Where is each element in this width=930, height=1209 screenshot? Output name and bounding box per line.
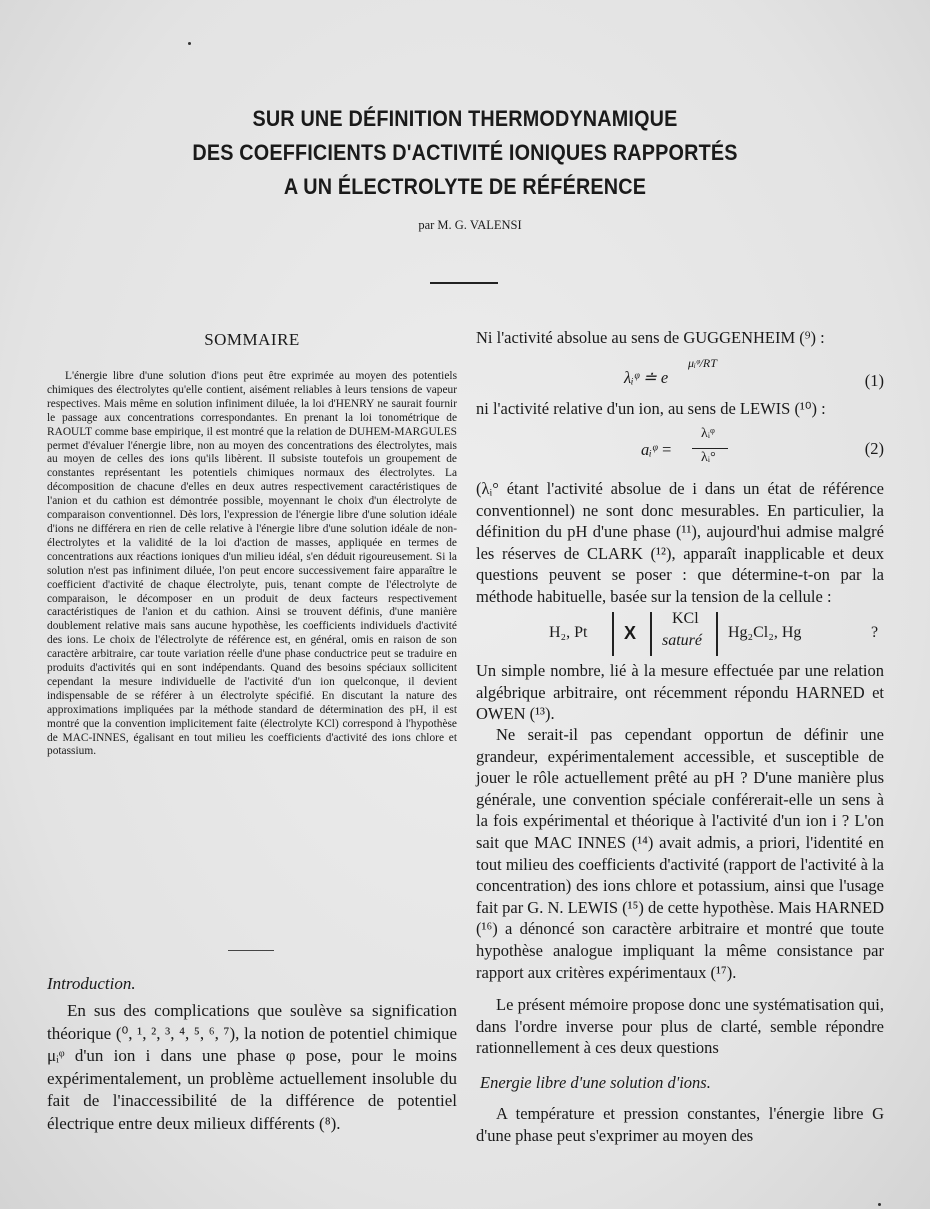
title-line-1: SUR UNE DÉFINITION THERMODYNAMIQUE [252, 106, 678, 131]
paragraph-harned-owen: Un simple nombre, lié à la mesure effectuée par une relation algébrique arbitraire, ont récemment répondu HARNED et OWEN (¹³). [476, 661, 884, 724]
cell-junction-3 [716, 612, 718, 656]
left-column [47, 330, 457, 759]
cell-saturated: saturé [662, 632, 702, 649]
equation-2 [476, 426, 884, 472]
equation-1-number: (1) [864, 371, 884, 390]
author-line: par M. G. VALENSI [418, 218, 522, 232]
cell-kcl: KCl [672, 610, 699, 627]
paragraph-energie-libre: A température et pression constantes, l'énergie libre G d'une phase peut s'exprimer au moyen des [476, 1104, 884, 1145]
paragraph-ph-definition: (λᵢ° étant l'activité absolue de i dans un état de référence conventionnel) ne sont donc mesurables. En particulier, la définition du pH d'une phase (¹¹), aujourd'hui admise malgré les réserves de CLARK (¹²), apparaît inapplicable et deux questions peuvent se poser : que détermine-t-on par la méthode habituelle, basée sur la tension de la cellule : [476, 479, 884, 606]
introduction-heading: Introduction. [47, 974, 136, 993]
cell-question-mark: ? [871, 624, 879, 641]
fraction-bar [692, 448, 728, 449]
section-heading-energie: Energie libre d'une solution d'ions. [480, 1073, 711, 1092]
equation-1-lhs: λᵢᵠ ≐ e [624, 368, 669, 387]
sommaire-heading: SOMMAIRE [204, 330, 300, 349]
paragraph-lewis: ni l'activité relative d'un ion, au sens de LEWIS (¹⁰) : [476, 399, 826, 418]
paragraph-guggenheim: Ni l'activité absolue au sens de GUGGENHEIM (⁹) : [476, 328, 825, 347]
introduction-text: En sus des complications que soulève sa signification théorique (⁰, ¹, ², ³, ⁴, ⁵, ⁶, ⁷), la notion de potentiel chimique μᵢᵠ d'un ion i dans une phase φ pose, pour le moins expérimentalement, un problème actuellement insoluble du fait de l'inaccessibilité de la différence de potentiel électrique entre deux milieux différents (⁸). [47, 1001, 457, 1133]
cell-junction-2 [650, 612, 652, 656]
scan-speck [878, 1203, 881, 1206]
title-line-2: DES COEFFICIENTS D'ACTIVITÉ IONIQUES RAPPORTÉS [192, 140, 738, 165]
cell-left-electrode: H₂, Pt [549, 624, 588, 641]
equation-2-number: (2) [864, 439, 884, 458]
cell-junction-1 [612, 612, 614, 656]
sommaire-text: L'énergie libre d'une solution d'ions peut être exprimée au moyen des potentiels chimiques des électrolytes qu'elle contient, aisément reliables à leurs tensions de vapeur respectives. Mais même en solution infiniment diluée, la loi d'HENRY ne saurait fournir le passage aux concentrations correspondantes. En prenant la loi tonométrique de RAOULT comme base empirique, il est montré que la relation de DUHEM-MARGULES permet d'évaluer l'énergie libre, non au moyen des concentrations des électrolytes, mais au moyen de celles des ions qu'ils libèrent. Il subsiste toutefois un groupement de constantes représentant les potentiels chimiques normaux des électrolytes. La décomposition de chacune d'elles en deux autres respectivement caractéristiques de l'anion et du cathion est démontrée possible, moyennant le choix d'un électrolyte de comparaison conventionnel. Dès lors, l'expression de l'énergie libre d'une solution idéale d'ions ne différera en rien de celle relative à l'énergie libre d'une solution idéale de non-électrolytes et la validité de la loi d'action de masses, appliquée en termes de concentrations aux réactions ioniques d'un milieu idéal, s'en déduit rigoureusement. Si la solution n'est pas infiniment diluée, l'on peut encore successivement faire apparaître le coefficient d'activité de chaque électrolyte, puis, tenant compte de l'électrolyte de comparaison, le décomposer en un produit de deux facteurs respectivement caractéristiques de l'anion et du cathion. Ainsi se trouvent définis, d'une manière doublement relative mais sans aucune hypothèse, les coefficients individuels d'activité des ions. Le choix de l'électrolyte de référence est, en général, omis en raison de son caractère arbitraire, car toute variation réelle d'une phase conductrice peut se traduire en produits d'activités qui en sont indépendants. Quand des besoins spéciaux sollicitent cependant la mesure individuelle de l'activité d'un ion quelconque, il devient indispensable de se référer à un électrolyte spécifié. En discutant la nature des approximations impliquées par la méthode standard de détermination des pH, il est montré que la convention implicitement faite (électrolyte KCl) correspond à l'hypothèse de MAC-INNES, égalisant en tout milieu les coefficients d'activité des ions chlore et potassium. [47, 370, 457, 758]
title-divider [430, 282, 498, 284]
article-title [109, 102, 822, 204]
scan-speck [188, 42, 191, 45]
section-divider [228, 950, 274, 951]
cell-right-electrode: Hg₂Cl₂, Hg [728, 624, 802, 641]
equation-1 [476, 356, 884, 390]
equation-2-lhs: aᵢᵠ = [641, 440, 673, 459]
equation-2-denominator: λᵢ° [701, 450, 716, 465]
title-line-3: A UN ÉLECTROLYTE DE RÉFÉRENCE [283, 174, 647, 199]
paragraph-opportun: Ne serait-il pas cependant opportun de définir une grandeur, expérimentalement accessible, et susceptible de jouer le rôle actuellement prêté au pH ? D'une manière plus générale, une convention spéciale conférerait-elle un sens à la fois expérimental et théorique à l'activité d'un ion i ? L'on sait que MAC INNES (¹⁴) avait admis, a priori, l'identité en tout milieu des coefficients d'activité (rapport de l'activité à la concentration) des ions chlore et potassium, ainsi que l'usage fait par G. N. LEWIS (¹⁵) de cette hypothèse. Mais HARNED (¹⁶) a dénoncé son caractère arbitraire et montré que toute hypothèse analogue impliquant la même consistance par rapport aux critères expérimentaux (¹⁷). [476, 725, 884, 982]
cell-diagram [476, 608, 884, 660]
equation-2-numerator: λᵢᵠ [701, 426, 715, 441]
equation-1-exponent: μᵢᵠ/RT [688, 356, 717, 370]
paragraph-present-memoire: Le présent mémoire propose donc une systématisation qui, dans l'ordre inverse pour plus de clarté, semble répondre rationnellement à ces deux questions [476, 995, 884, 1058]
cell-unknown-solution: X [624, 623, 637, 643]
